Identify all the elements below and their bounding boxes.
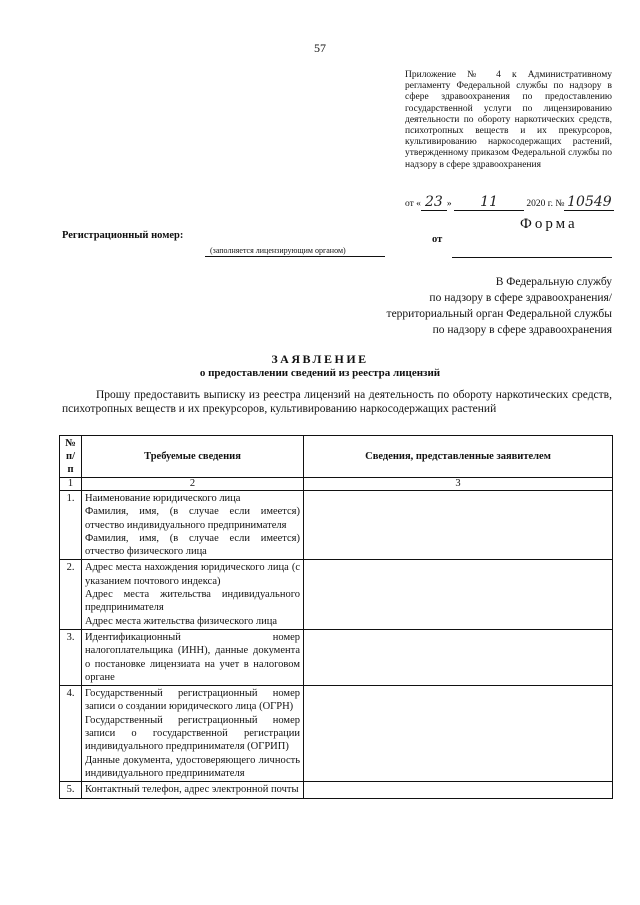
required-info-line: Адрес места нахождения юридического лица (с указанием почтового индекса) (85, 562, 300, 587)
required-info-line: Данные документа, удостоверяющего личность индивидуального предпринимателя (85, 754, 300, 779)
date-prefix: от « (405, 199, 421, 209)
column-number: 1 (60, 478, 82, 491)
page-number: 57 (314, 41, 326, 55)
registration-date-field[interactable] (452, 245, 612, 258)
date-month-field[interactable]: 11 (454, 194, 524, 211)
column-number: 3 (304, 478, 613, 491)
date-year-suffix: 2020 г. № (526, 199, 565, 209)
required-info-line: Адрес места жительства физического лица (85, 615, 278, 627)
addressee-line: территориальный орган Федеральной службы (386, 308, 612, 320)
row-number: 1. (60, 491, 82, 560)
addressee-block (340, 274, 612, 338)
row-number: 4. (60, 686, 82, 782)
row-number: 5. (60, 782, 82, 798)
table-row (60, 491, 613, 560)
required-info-line: Фамилия, имя, (в случае если имеется) отчество физического лица (85, 532, 300, 558)
document-subtitle: о предоставлении сведений из реестра лицензий (199, 367, 441, 379)
required-info-line: Наименование юридического лица (85, 493, 241, 504)
applicant-info-cell[interactable] (304, 560, 613, 629)
header-number: № п/п (60, 436, 82, 478)
required-info-cell (82, 629, 304, 685)
registration-number-label: Регистрационный номер: (62, 230, 184, 241)
table-row (60, 686, 613, 782)
required-info-cell (82, 560, 304, 629)
request-paragraph: Прошу предоставить выписку из реестра лицензий на деятельность по обороту наркотических средств, психотропных веществ и их прекурсоров, культивированию наркосодержащих растений (62, 389, 612, 415)
registration-date-label: от (432, 234, 443, 245)
appendix-note: Приложение № 4 к Административному регламенту Федеральной службы по надзору в сфере здравоохранения по предоставлению государственной услуги по лицензированию деятельности по обороту наркотических средств, психотропных веществ и их прекурсоров, культивированию наркосодержащих растений, утвержденному приказом Федеральной службы по надзору в сфере здравоохранения (405, 70, 612, 170)
document-number-field[interactable]: 10549 (564, 194, 614, 211)
form-label: Форма (520, 216, 578, 232)
addressee-line: по надзору в сфере здравоохранения/ (429, 292, 612, 304)
table-row (60, 782, 613, 798)
table-row (60, 560, 613, 629)
required-info-cell (82, 491, 304, 560)
registration-note: (заполняется лицензирующим органом) (210, 246, 346, 255)
applicant-info-cell[interactable] (304, 491, 613, 560)
applicant-info-cell[interactable] (304, 782, 613, 798)
row-number: 3. (60, 629, 82, 685)
addressee-line: В Федеральную службу (495, 276, 612, 288)
addressee-line: по надзору в сфере здравоохранения (432, 324, 612, 336)
applicant-info-cell[interactable] (304, 686, 613, 782)
required-info-cell (82, 782, 304, 798)
column-number: 2 (82, 478, 304, 491)
information-table (59, 435, 613, 799)
required-info-line: Государственный регистрационный номер записи о государственной регистрации индивидуального предпринимателя (ОГРИП) (85, 714, 300, 753)
required-info-cell (82, 686, 304, 782)
date-mid: » (446, 199, 452, 209)
required-info-line: Фамилия, имя, (в случае если имеется) отчество индивидуального предпринимателя (85, 506, 300, 531)
required-info-line: Идентификационный номер налогоплательщика (ИНН), данные документа о постановке лицензиата на учет в налоговом органе (85, 631, 300, 683)
row-number: 2. (60, 560, 82, 629)
header-required-info: Требуемые сведения (82, 436, 304, 478)
required-info-line: Адрес места жительства индивидуального предпринимателя (85, 589, 300, 614)
document-title: ЗАЯВЛЕНИЕ (271, 352, 369, 366)
table-row (60, 629, 613, 685)
appendix-date-line (405, 194, 620, 211)
date-day-field[interactable]: 23 (421, 194, 447, 211)
header-applicant-info: Сведения, представленные заявителем (304, 436, 613, 478)
applicant-info-cell[interactable] (304, 629, 613, 685)
required-info-line: Контактный телефон, адрес электронной почты (85, 784, 299, 796)
required-info-line: Государственный регистрационный номер записи о создании юридического лица (ОГРН) (85, 688, 300, 713)
